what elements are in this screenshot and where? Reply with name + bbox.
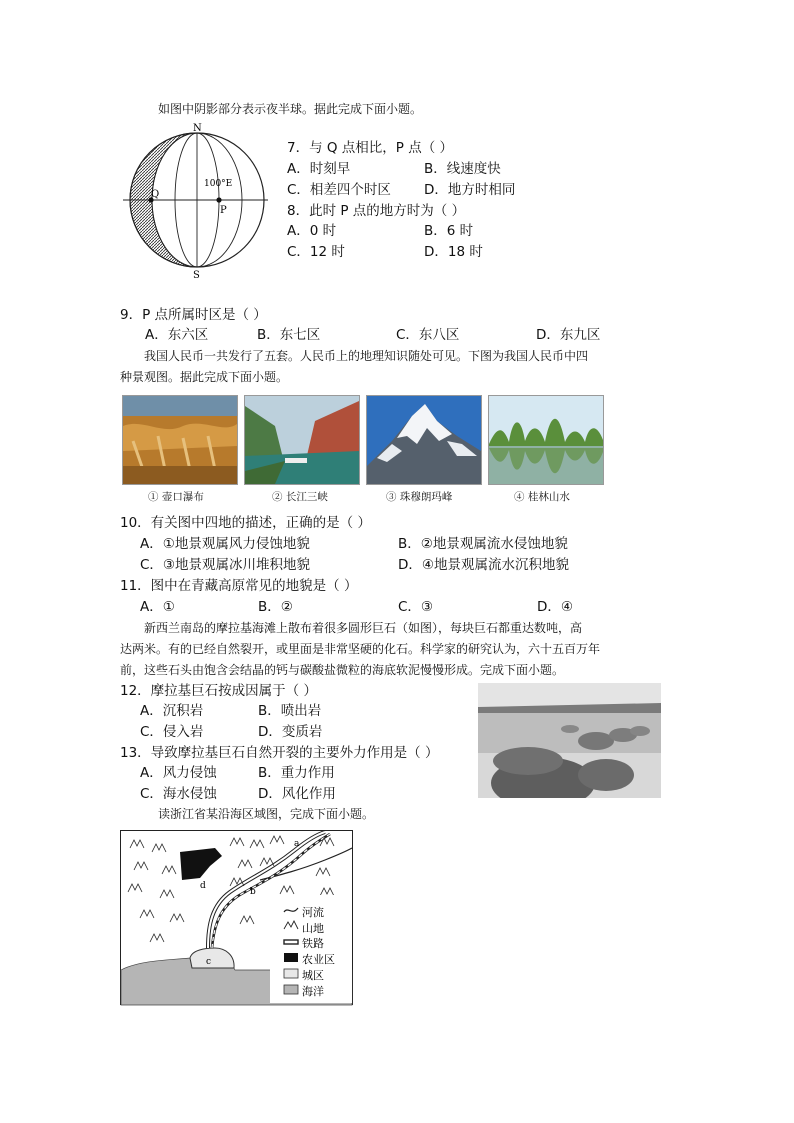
q11-option-b: B．②: [258, 599, 293, 615]
q13-option-d: D．风化作用: [258, 786, 336, 802]
map-label-c: c: [206, 957, 212, 967]
q13-option-a: A．风力侵蚀: [140, 765, 217, 781]
q12-option-a: A．沉积岩: [140, 703, 204, 719]
intro-text-2b: 种景观图。据此完成下面小题。: [120, 370, 289, 384]
zhejiang-coastal-map: [120, 830, 354, 1006]
q9-option-b: B．东七区: [257, 327, 321, 343]
photo-moeraki-boulders: [478, 683, 661, 798]
q10-option-a: A．①地景观属风力侵蚀地貌: [140, 536, 310, 552]
q10-stem: 10．有关图中四地的描述，正确的是（ ）: [120, 515, 371, 531]
q10-option-c: C．③地景观属冰川堆积地貌: [140, 557, 311, 573]
caption-everest: ③ 珠穆朗玛峰: [386, 491, 453, 503]
globe-n-label: N: [193, 123, 202, 134]
q7-stem: 7．与 Q 点相比，P 点（ ）: [287, 140, 454, 156]
globe-p-label: P: [220, 205, 227, 216]
intro-text-2a: 我国人民币一共发行了五套。人民币上的地理知识随处可见。下图为我国人民币中四: [144, 349, 589, 363]
q10-option-d: D．④地景观属流水沉积地貌: [398, 557, 569, 573]
q9-stem: 9．P 点所属时区是（ ）: [120, 307, 267, 323]
q9-option-c: C．东八区: [396, 327, 460, 343]
legend-agriculture: 农业区: [302, 953, 335, 966]
caption-three-gorges: ② 长江三峡: [272, 491, 328, 503]
globe-s-label: S: [193, 270, 200, 280]
q8-option-a: A．0 时: [287, 223, 337, 239]
q12-option-c: C．侵入岩: [140, 724, 204, 740]
q7-option-b: B．线速度快: [424, 161, 501, 177]
legend-railway: 铁路: [302, 937, 324, 950]
q11-option-a: A．①: [140, 599, 175, 615]
photo-everest: [366, 395, 482, 485]
q8-option-c: C．12 时: [287, 244, 345, 260]
globe-q-label: Q: [151, 189, 160, 200]
intro-text-3a: 新西兰南岛的摩拉基海滩上散布着很多圆形巨石（如图），每块巨石都重达数吨，高: [144, 621, 583, 635]
map-label-d: d: [200, 881, 206, 891]
q12-stem: 12．摩拉基巨石按成因属于（ ）: [120, 683, 317, 699]
photo-guilin: [488, 395, 604, 485]
intro-text-1: 如图中阴影部分表示夜半球。据此完成下面小题。: [158, 102, 423, 116]
legend-mountain: 山地: [302, 922, 324, 935]
legend-urban: 城区: [302, 969, 324, 982]
q9-option-a: A．东六区: [145, 327, 209, 343]
legend-ocean: 海洋: [302, 985, 324, 998]
map-label-a: a: [294, 839, 300, 849]
q7-option-d: D．地方时相同: [424, 182, 516, 198]
q11-option-c: C．③: [398, 599, 434, 615]
q13-option-c: C．海水侵蚀: [140, 786, 217, 802]
q9-option-d: D．东九区: [536, 327, 601, 343]
q10-option-b: B．②地景观属流水侵蚀地貌: [398, 536, 568, 552]
q11-option-d: D．④: [537, 599, 573, 615]
q13-option-b: B．重力作用: [258, 765, 335, 781]
q11-stem: 11．图中在青藏高原常见的地貌是（ ）: [120, 578, 358, 594]
q8-option-b: B．6 时: [424, 223, 474, 239]
caption-guilin: ④ 桂林山水: [514, 491, 570, 503]
intro-text-4: 读浙江省某沿海区域图，完成下面小题。: [158, 807, 375, 821]
q8-option-d: D．18 时: [424, 244, 483, 260]
map-label-b: b: [250, 887, 256, 897]
q7-option-c: C．相差四个时区: [287, 182, 391, 198]
q12-option-b: B．喷出岩: [258, 703, 322, 719]
caption-hukou: ① 壶口瀑布: [148, 491, 204, 503]
intro-text-3c: 前，这些石头由饱含会结晶的钙与碳酸盐微粒的海底软泥慢慢形成。完成下面小题。: [120, 663, 565, 677]
q8-stem: 8．此时 P 点的地方时为（ ）: [287, 203, 466, 219]
q13-stem: 13．导致摩拉基巨石自然开裂的主要外力作用是（ ）: [120, 745, 439, 761]
globe-lon-label: 100°E: [204, 179, 233, 189]
intro-text-3b: 达两米。有的已经自然裂开，或里面是非常坚硬的化石。科学家的研究认为，六十五百万年: [120, 642, 601, 656]
photo-three-gorges: [244, 395, 360, 485]
globe-diagram: [118, 120, 278, 280]
photo-hukou-waterfall: [122, 395, 238, 485]
legend-river: 河流: [302, 906, 324, 919]
q12-option-d: D．变质岩: [258, 724, 323, 740]
q7-option-a: A．时刻早: [287, 161, 351, 177]
